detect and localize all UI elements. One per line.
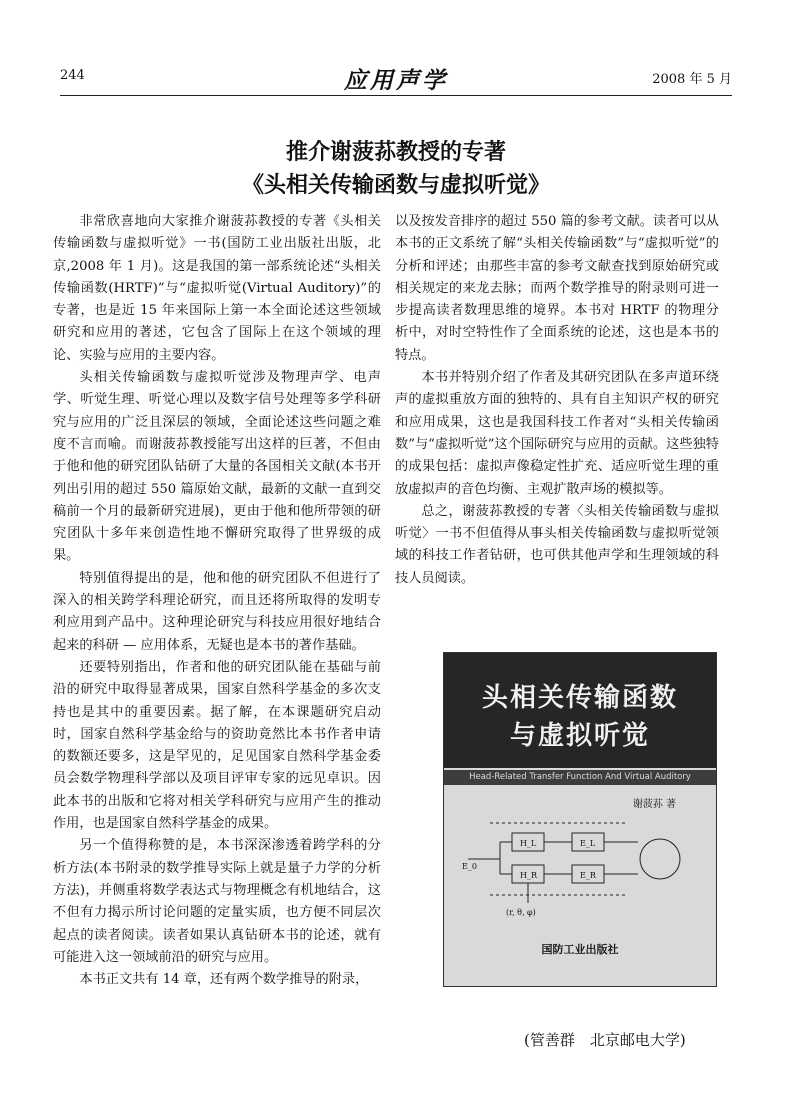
book-cover-image bbox=[443, 652, 717, 987]
issue-date: 2008 年 5 月 bbox=[652, 72, 732, 87]
paragraph: 本书并特别介绍了作者及其研究团队在多声道环绕声的虚拟重放方面的独特的、具有自主知识产权的研究和应用成果，这也是我国科技工作者对“头相关传输函数”与“虚拟听觉”这个国际研究与应用的贡献。这些独特的成果包括：虚拟声像稳定性扩充、适应听觉生理的重放虚拟声的音色均衡、主观扩散声场的模拟等。 bbox=[395, 370, 719, 497]
cover-english-title: Head-Related Transfer Function And Virtual Auditory bbox=[444, 770, 716, 785]
paragraph: 以及按发音排序的超过 550 篇的参考文献。读者可以从本书的正文系统了解“头相关传输函数”与“虚拟听觉”的分析和评述；由那些丰富的参考文献查找到原始研究或相关规定的来龙去脉；而两个数学推导的附录则可进一步提高读者数理思维的境界。本书对 HRTF 的物理分析中，对时空特性作了全面系统的论述，这也是本书的特点。 bbox=[395, 214, 719, 363]
author-signature: (管善群 北京邮电大学) bbox=[524, 1031, 686, 1049]
paragraph: 非常欣喜地向大家推介谢菠荪教授的专著《头相关传输函数与虚拟听觉》一书(国防工业出版社出版，北京,2008 年 1 月)。这是我国的第一部系统论述“头相关传输函数(HRTF)”与“虚拟听觉(Virtual Auditory)”的专著，也是近 15 年来国际上第一本全面论述这些领域研究和应用的著述，它包含了国际上在这个领域的理论、实验与应用的主要内容。 bbox=[53, 214, 381, 363]
article-title-line2: 《头相关传输函数与虚拟听觉》 bbox=[241, 173, 550, 198]
hrtf-block-diagram bbox=[460, 803, 700, 933]
paragraph: 头相关传输函数与虚拟听觉涉及物理声学、电声学、听觉生理、听觉心理以及数字信号处理等多学科研究与应用的广泛且深层的领域，全面论述这些问题之难度不言而喻。而谢菠荪教授能写出这样的巨著，不但由于他和他的研究团队钻研了大量的各国相关文献(本书开列出引用的超过 550 篇原始文献，最新的文献一直到交稿前一个月的最新研究进展)，更由于他和他所带领的研究团队十多年来创造性地不懈研究取得了世界级的成果。 bbox=[53, 370, 381, 564]
paragraph: 还要特别指出，作者和他的研究团队能在基础与前沿的研究中取得显著成果，国家自然科学基金的多次支持也是其中的重要因素。据了解，在本课题研究启动时，国家自然科学基金给与的资助竟然比本书作者申请的数额还要多，这是罕见的，足见国家自然科学基金委员会数学物理科学部以及项目评审专家的远见卓识。因此本书的出版和它将对相关学科研究与应用产生的推动作用，也是国家自然科学基金的成果。 bbox=[53, 659, 381, 832]
right-column bbox=[395, 211, 719, 590]
cover-author: 谢菠荪 著 bbox=[632, 799, 676, 810]
cover-title-line2: 与虚拟听觉 bbox=[509, 721, 650, 751]
article-title-line1: 推介谢菠荪教授的专著 bbox=[285, 140, 506, 165]
journal-name: 应用声学 bbox=[344, 67, 448, 94]
cover-publisher: 国防工业出版社 bbox=[541, 943, 619, 956]
left-column bbox=[53, 211, 381, 991]
page-header bbox=[60, 62, 732, 92]
header-rule bbox=[60, 95, 732, 96]
label-coords: (r, θ, φ) bbox=[506, 908, 536, 917]
paragraph: 特别值得提出的是，他和他的研究团队不但进行了深入的相关跨学科理论研究，而且还将所取得的发明专利应用到产品中。这种理论研究与科技应用很好地结合起来的科研 — 应用体系，无疑也是本书的著作基础。 bbox=[53, 570, 381, 653]
paragraph: 总之，谢菠荪教授的专著〈头相关传输函数与虚拟听觉〉一书不但值得从事头相关传输函数与虚拟听觉领域的科技工作者钻研，也可供其他声学和生理领域的科技人员阅读。 bbox=[395, 503, 719, 586]
label-hr: H_R bbox=[520, 871, 537, 880]
cover-title-line1: 头相关传输函数 bbox=[481, 683, 678, 713]
label-el: E_L bbox=[580, 839, 596, 848]
paragraph: 本书正文共有 14 章，还有两个数学推导的附录， bbox=[79, 972, 369, 988]
label-e0: E_0 bbox=[462, 862, 477, 871]
paragraph: 另一个值得称赞的是，本书深深渗透着跨学科的分析方法(本书附录的数学推导实际上就是量子力学的分析方法)，并侧重将数学表达式与物理概念有机地结合，这不但有力揭示所讨论问题的定量实质，也方便不同层次起点的读者阅读。读者如果认真钻研本书的论述，就有可能进入这一领域前沿的研究与应用。 bbox=[53, 838, 381, 965]
label-hl: H_L bbox=[520, 839, 537, 848]
label-er: E_R bbox=[580, 871, 596, 880]
page-number: 244 bbox=[60, 68, 85, 83]
